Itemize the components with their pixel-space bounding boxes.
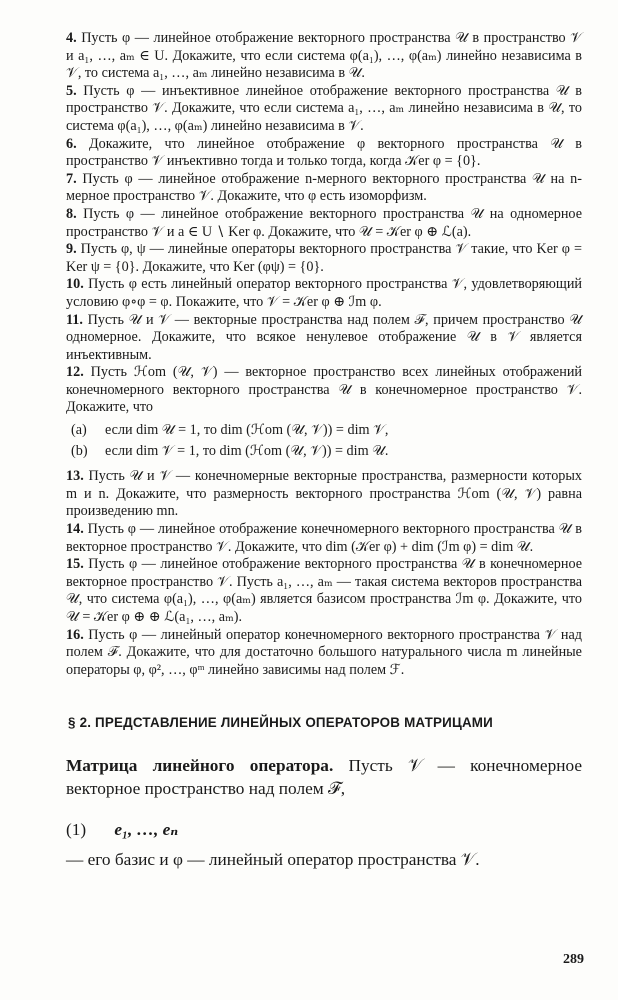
continuation-text: — его базис и φ — линейный оператор пространства 𝒱.	[66, 849, 480, 869]
section-title: § 2. ПРЕДСТАВЛЕНИЕ ЛИНЕЙНЫХ ОПЕРАТОРОВ МАТРИЦАМИ	[68, 715, 493, 731]
formula-label: (1)	[66, 819, 87, 839]
problem-6: 6. Докажите, что линейное отображение φ векторного пространства 𝒰 в пространство 𝒱 инъективно тогда и только тогда, когда 𝒦er φ = {0}.	[66, 135, 582, 170]
problem-16: 16. Пусть φ — линейный оператор конечномерного векторного пространства 𝒱 над полем ℱ. Докажите, что для достаточно большого натурального числа m линейные операторы φ, φ², …, φᵐ линейно зависимы над полем ℱ.	[66, 626, 582, 678]
intro-text: Пусть 𝒱 — конечномерное векторное пространство над полем ℱ,	[66, 756, 582, 799]
problem-8: 8. Пусть φ — линейное отображение векторного пространства 𝒰 на одномерное пространство 𝒱 и a ∈ U ∖ Ker φ. Докажите, что 𝒰 = 𝒦er φ ⊕ ℒ(a).	[66, 205, 582, 240]
intro-lead: Матрица линейного оператора.	[66, 756, 334, 776]
problem-12: 12. Пусть ℋom (𝒰, 𝒱) — векторное пространство всех линейных отображений конечномерного векторного пространства 𝒰 в конечномерное пространство 𝒱. Докажите, что	[66, 364, 582, 416]
formula-1	[66, 818, 582, 841]
problem-15: 15. Пусть φ — линейное отображение векторного пространства 𝒰 в конечномерное векторное пространство 𝒱. Пусть a₁, …, aₘ — такая система векторов пространства 𝒰, что система φ(a₁), …, φ(aₘ) является базисом пространства ℐm φ. Докажите, что 𝒰 = 𝒦er φ ⊕ ⊕ ℒ(a₁, …, aₘ).	[66, 556, 583, 625]
problem-9: 9. Пусть φ, ψ — линейные операторы векторного пространства 𝒱 такие, что Ker φ = Ker ψ = {0}. Докажите, что Ker (φψ) = {0}.	[66, 241, 583, 275]
problem-10: 10. Пусть φ есть линейный оператор векторного пространства 𝒱, удовлетворяющий условию φ∘φ = φ. Покажите, что 𝒱 = 𝒦er φ ⊕ ℐm φ.	[66, 276, 582, 310]
problem-5: 5. Пусть φ — инъективное линейное отображение векторного пространства 𝒰 в пространство 𝒱. Докажите, что если система a₁, …, aₘ линейно независима в 𝒰, то система φ(a₁), …, φ(aₘ) линейно независима в 𝒱.	[66, 82, 582, 134]
problem-13: 13. Пусть 𝒰 и 𝒱 — конечномерные векторные пространства, размерности которых m и n. Докажите, что размерность векторного пространства ℋom (𝒰, 𝒱) равна произведению mn.	[66, 468, 583, 520]
problem-12-items	[71, 422, 582, 460]
problem-12-item-a: (a) если dim 𝒰 = 1, то dim (ℋom (𝒰, 𝒱)) = dim 𝒱,	[71, 422, 389, 439]
problem-14: 14. Пусть φ — линейное отображение конечномерного векторного пространства 𝒰 в векторное пространство 𝒱. Докажите, что dim (𝒦er φ) + dim (ℐm φ) = dim 𝒰.	[66, 521, 583, 555]
problem-4: 4. Пусть φ — линейное отображение векторного пространства 𝒰 в пространство 𝒱 и a₁, …, aₘ ∈ U. Докажите, что если система φ(a₁), …, φ(aₘ) линейно независима в 𝒱, то система a₁, …, aₘ линейно независима в 𝒰.	[66, 30, 583, 82]
formula-body: e₁, …, eₙ	[114, 819, 179, 839]
problem-11: 11. Пусть 𝒰 и 𝒱 — векторные пространства над полем ℱ, причем пространство 𝒰 одномерное. Докажите, что всякое ненулевое отображение 𝒰 в 𝒱 является инъективным.	[66, 311, 582, 363]
page-number: 289	[563, 952, 584, 967]
problem-list	[66, 30, 582, 679]
problem-12-item-b: (b) если dim 𝒱 = 1, то dim (ℋom (𝒰, 𝒱)) = dim 𝒰.	[71, 442, 389, 459]
intro-paragraph	[66, 754, 582, 800]
problem-7: 7. Пусть φ — линейное отображение n-мерного векторного пространства 𝒰 на n-мерное пространство 𝒱. Докажите, что φ есть изоморфизм.	[66, 170, 582, 205]
